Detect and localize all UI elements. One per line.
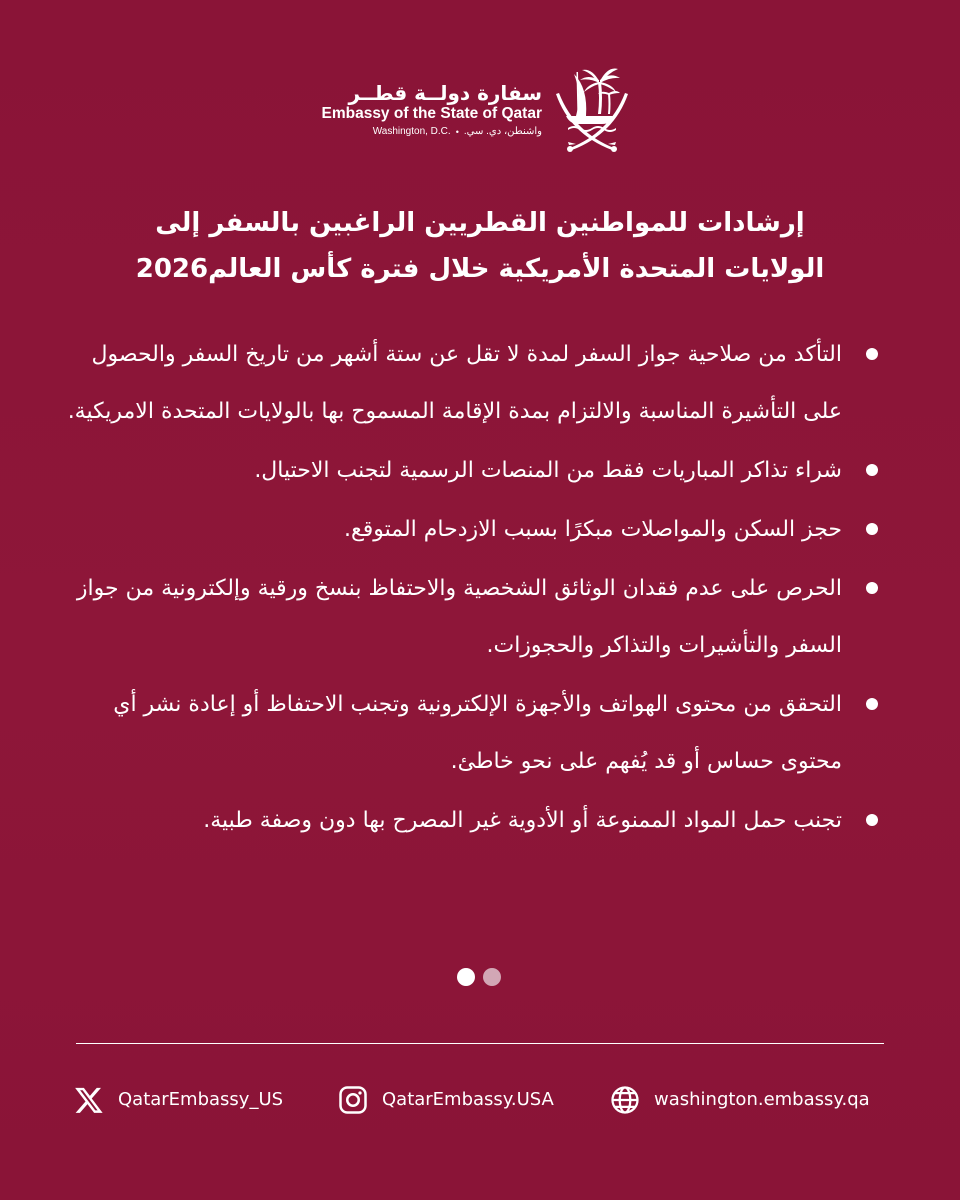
- pagination-dot-active[interactable]: [457, 968, 475, 986]
- guideline-text: تجنب حمل المواد الممنوعة أو الأدوية غير المصرح بها دون وصفة طبية.: [203, 808, 842, 833]
- list-item: [60, 676, 882, 790]
- x-logo-icon: [74, 1085, 104, 1115]
- globe-icon: [610, 1085, 640, 1115]
- instagram-handle: QatarEmbassy.USA: [382, 1089, 554, 1110]
- embassy-name-block: [312, 82, 542, 140]
- list-item: [60, 792, 882, 849]
- list-item: [60, 560, 882, 674]
- guideline-text: حجز السكن والمواصلات مبكرًا بسبب الازدحام المتوقع.: [344, 517, 842, 542]
- instagram-link[interactable]: [338, 1078, 554, 1122]
- bullet-icon: [866, 464, 878, 476]
- list-item: [60, 501, 882, 558]
- embassy-logo: [0, 64, 960, 156]
- list-item: [60, 326, 882, 440]
- embassy-location-english: Washington, D.C.: [372, 126, 451, 137]
- website-url: washington.embassy.qa: [654, 1089, 870, 1110]
- footer-divider: [76, 1043, 884, 1044]
- website-link[interactable]: [610, 1078, 870, 1122]
- guideline-text: التأكد من صلاحية جواز السفر لمدة لا تقل عن ستة أشهر من تاريخ السفر والحصول على التأشيرة المناسبة والالتزام بمدة الإقامة المسموح بها بالولايات المتحدة الامريكية.: [67, 342, 842, 424]
- bullet-icon: [866, 814, 878, 826]
- guideline-text: شراء تذاكر المباريات فقط من المنصات الرسمية لتجنب الاحتيال.: [254, 458, 842, 483]
- embassy-location-arabic: واشنطن، دي. سي.: [463, 126, 542, 137]
- pagination-dots: [457, 968, 501, 986]
- page-title-line-1: إرشادات للمواطنين القطريين الراغبين بالسفر إلى: [155, 208, 805, 238]
- bullet-icon: [866, 348, 878, 360]
- embassy-name-english: Embassy of the State of Qatar: [321, 105, 542, 122]
- bullet-icon: [866, 582, 878, 594]
- x-handle: QatarEmbassy_US: [118, 1089, 284, 1110]
- page-title-line-2: الولايات المتحدة الأمريكية خلال فترة كأس العالم2026: [135, 254, 825, 284]
- footer: [74, 1078, 888, 1122]
- separator-dot: •: [455, 127, 459, 137]
- guidelines-list: [60, 326, 882, 851]
- guideline-text: الحرص على عدم فقدان الوثائق الشخصية والاحتفاظ بنسخ ورقية وإلكترونية من جواز السفر والتأشيرات والتذاكر والحجوزات.: [76, 576, 842, 658]
- pagination-dot-inactive[interactable]: [483, 968, 501, 986]
- x-link[interactable]: [74, 1078, 283, 1122]
- bullet-icon: [866, 698, 878, 710]
- instagram-icon: [338, 1085, 368, 1115]
- embassy-name-arabic: سفارة دولــة قطــر: [348, 81, 542, 105]
- embassy-location: [312, 124, 542, 140]
- page-title: [60, 200, 900, 292]
- qatar-emblem-icon: [552, 64, 632, 154]
- bullet-icon: [866, 523, 878, 535]
- guideline-text: التحقق من محتوى الهواتف والأجهزة الإلكترونية وتجنب الاحتفاظ أو إعادة نشر أي محتوى حساس أو قد يُفهم على نحو خاطئ.: [113, 692, 842, 774]
- list-item: [60, 442, 882, 499]
